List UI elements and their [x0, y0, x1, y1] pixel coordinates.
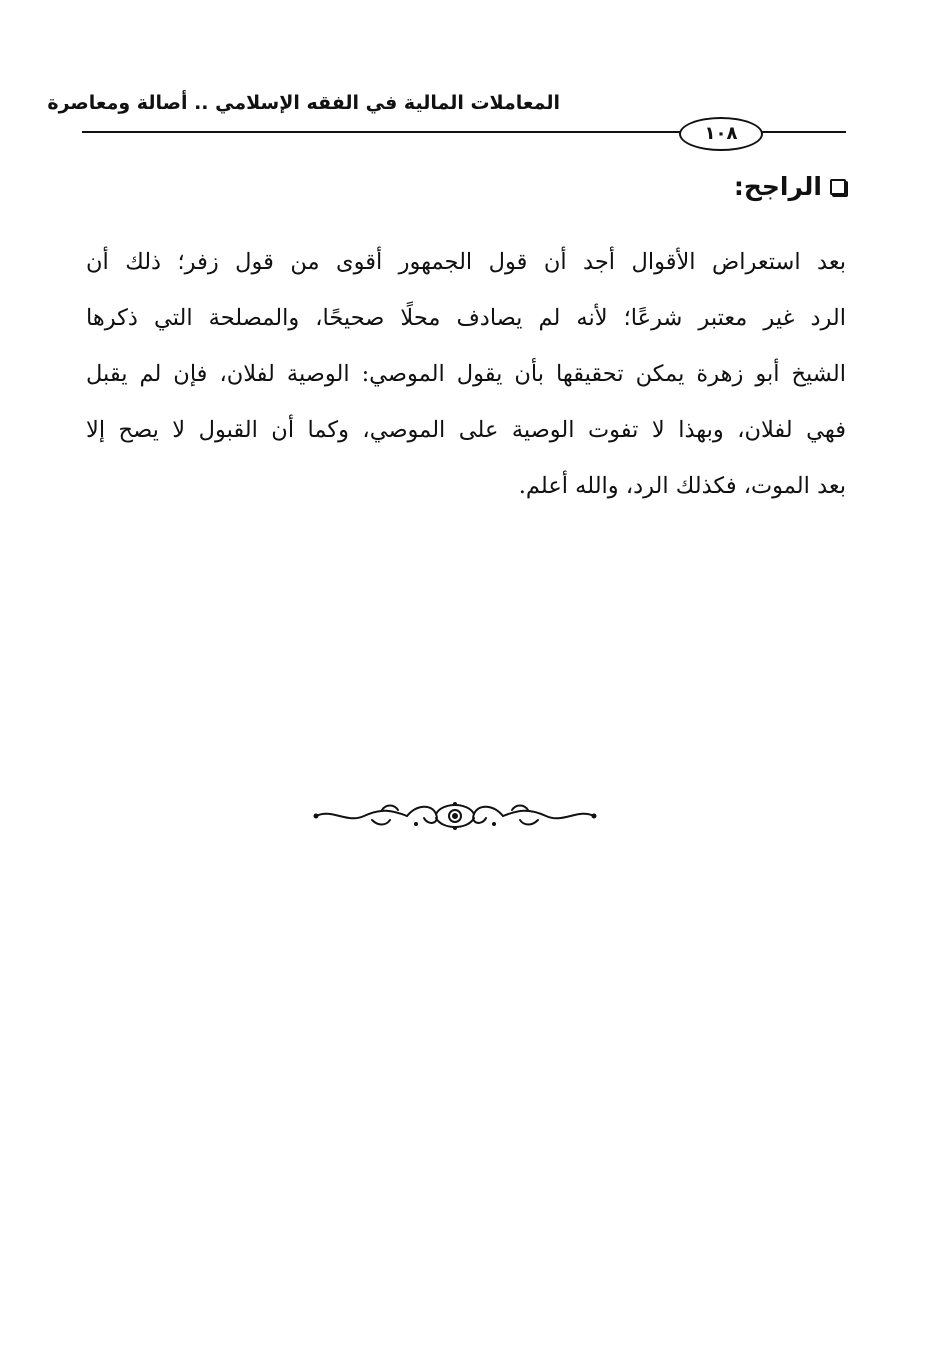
floral-divider-ornament	[312, 796, 598, 836]
body-paragraph	[86, 234, 846, 514]
body-line: فهي لفلان، وبهذا لا تفوت الوصية على الموصي، وكما أن القبول لا يصح إلا	[86, 417, 846, 443]
page-number-badge: ١٠٨	[679, 117, 763, 151]
body-line: بعد الموت، فكذلك الرد، والله أعلم.	[518, 473, 846, 499]
section-heading-text: الراجح:	[733, 172, 822, 201]
body-line: بعد استعراض الأقوال أجد أن قول الجمهور أقوى من قول زفر؛ ذلك أن	[86, 249, 846, 275]
checkbox-icon	[830, 179, 846, 195]
body-line: الشيخ أبو زهرة يمكن تحقيقها بأن يقول الموصي: الوصية لفلان، فإن لم يقبل	[86, 361, 846, 387]
running-header-title: المعاملات المالية في الفقه الإسلامي .. أصالة ومعاصرة	[47, 92, 560, 114]
body-line: الرد غير معتبر شرعًا؛ لأنه لم يصادف محلًا صحيحًا، والمصلحة التي ذكرها	[86, 305, 846, 331]
section-heading	[734, 172, 846, 201]
